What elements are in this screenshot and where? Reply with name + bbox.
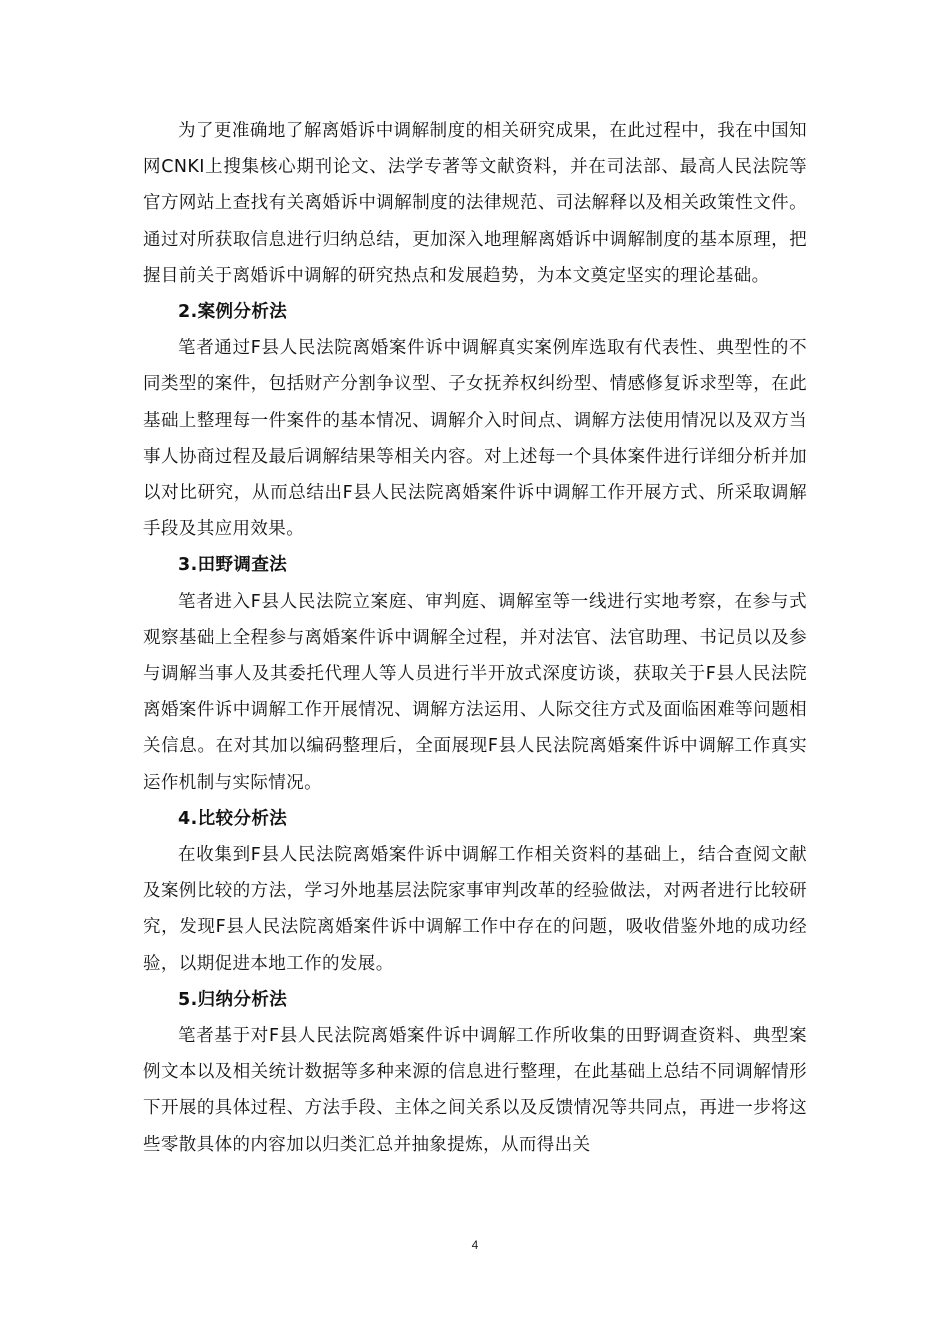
- heading-case-analysis: 2.案例分析法: [178, 302, 288, 323]
- paragraph-literature-research: 为了更准确地了解离婚诉中调解制度的相关研究成果，在此过程中，我在中国知网CNKI上搜集核心期刊论文、法学专著等文献资料，并在司法部、最高人民法院等官方网站上查找有关离婚诉中调解制度的法律规范、司法解释以及相关政策性文件。通过对所获取信息进行归纳总结，更加深入地理解离婚诉中调解制度的基本原理，把握目前关于离婚诉中调解的研究热点和发展趋势，为本文奠定坚实的理论基础。: [143, 121, 807, 286]
- paragraph-inductive-analysis: 笔者基于对F县人民法院离婚案件诉中调解工作所收集的田野调查资料、典型案例文本以及相关统计数据等多种来源的信息进行整理，在此基础上总结不同调解情形下开展的具体过程、方法手段、主体之间关系以及反馈情况等共同点，再进一步将这些零散具体的内容加以归类汇总并抽象提炼，从而得出关: [143, 1026, 807, 1155]
- page-number: 4: [471, 1238, 479, 1252]
- heading-comparative-analysis: 4.比较分析法: [178, 808, 288, 829]
- heading-inductive-analysis: 5.归纳分析法: [178, 989, 288, 1010]
- document-body: [143, 113, 807, 1163]
- heading-field-research: 3.田野调查法: [178, 555, 288, 576]
- paragraph-field-research: 笔者进入F县人民法院立案庭、审判庭、调解室等一线进行实地考察，在参与式观察基础上全程参与离婚案件诉中调解全过程，并对法官、法官助理、书记员以及参与调解当事人及其委托代理人等人员进行半开放式深度访谈，获取关于F县人民法院离婚案件诉中调解工作开展情况、调解方法运用、人际交往方式及面临困难等问题相关信息。在对其加以编码整理后，全面展现F县人民法院离婚案件诉中调解工作真实运作机制与实际情况。: [143, 591, 807, 793]
- paragraph-case-analysis: 笔者通过F县人民法院离婚案件诉中调解真实案例库选取有代表性、典型性的不同类型的案件，包括财产分割争议型、子女抚养权纠纷型、情感修复诉求型等，在此基础上整理每一件案件的基本情况、调解介入时间点、调解方法使用情况以及双方当事人协商过程及最后调解结果等相关内容。对上述每一个具体案件进行详细分析并加以对比研究，从而总结出F县人民法院离婚案件诉中调解工作开展方式、所采取调解手段及其应用效果。: [143, 338, 807, 540]
- paragraph-comparative-analysis: 在收集到F县人民法院离婚案件诉中调解工作相关资料的基础上，结合查阅文献及案例比较的方法，学习外地基层法院家事审判改革的经验做法，对两者进行比较研究，发现F县人民法院离婚案件诉中调解工作中存在的问题，吸收借鉴外地的成功经验，以期促进本地工作的发展。: [143, 845, 807, 974]
